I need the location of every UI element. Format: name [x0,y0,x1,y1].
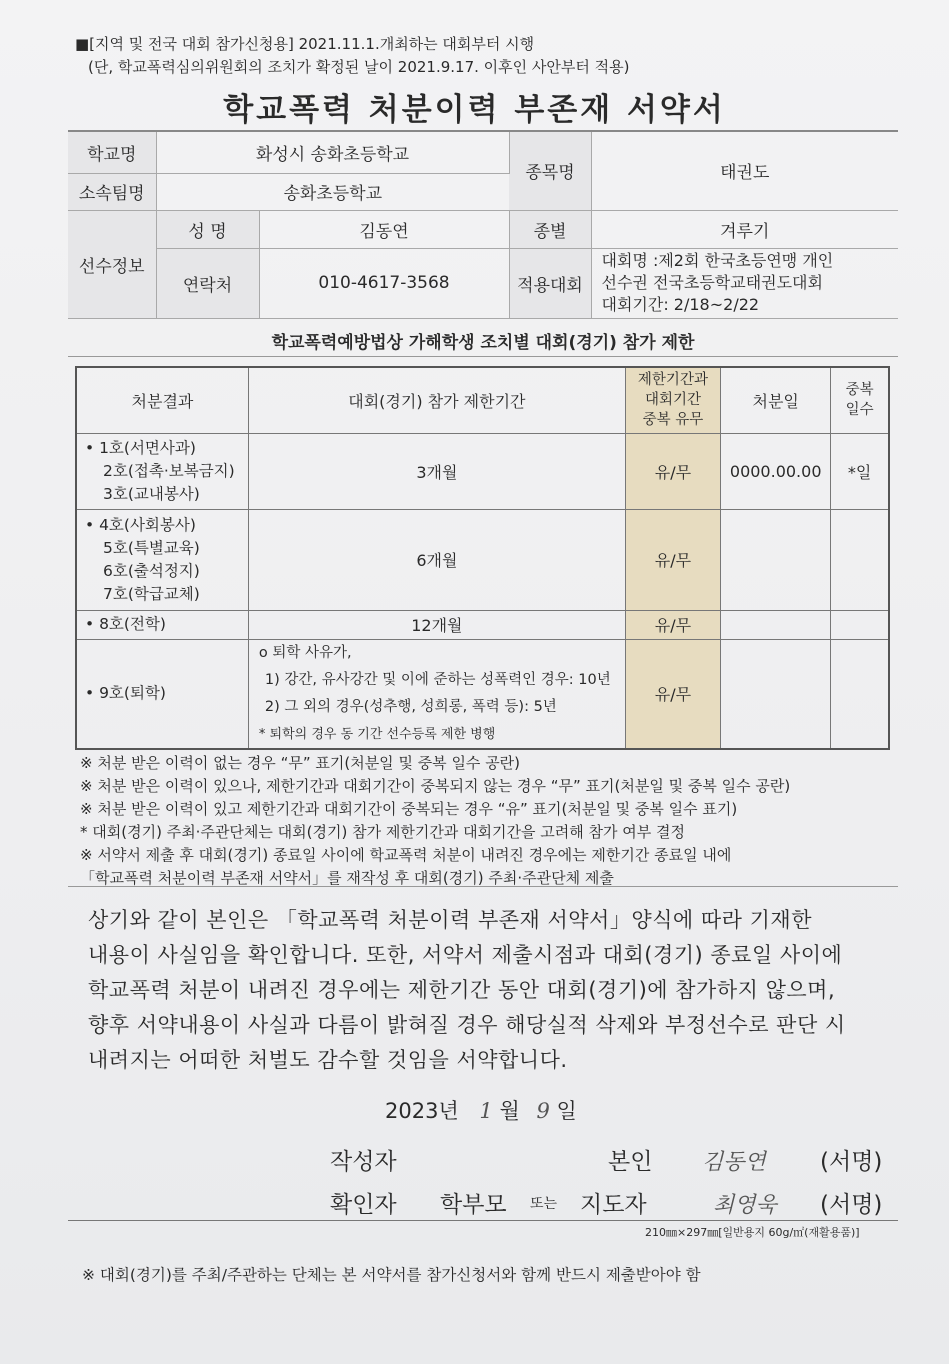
info-table [68,130,898,319]
list-item: 3호(교내봉사) [103,484,200,503]
footer-note: ※ 대회(경기)를 주최/주관하는 단체는 본 서약서를 참가신청서와 함께 반드시 제출받아야 함 [82,1266,701,1284]
table-row [76,639,889,749]
period-line: 1) 강간, 유사강간 및 이에 준하는 성폭력인 경우: 10년 [264,671,611,688]
days-cell: *일 [831,433,889,509]
note-line: ※ 처분 받은 이력이 없는 경우 “무” 표기(처분일 및 중복 일수 공란) [80,754,521,772]
note-line: * 대회(경기) 주최·주관단체는 대회(경기) 참가 제한기간과 대회기간을 고려해 참가 여부 결정 [80,823,686,841]
col-header-date: 처분일 [721,367,831,433]
author-label: 작성자 [330,1149,397,1175]
date-cell [721,610,831,639]
pledge-line: 내용이 사실임을 확인합니다. 또한, 서약서 제출시점과 대회(경기) 종료일 사이에 [88,943,843,967]
list-item: 5호(특별교육) [103,538,200,557]
header-line-1: ■[지역 및 전국 대회 참가신청용] 2021.11.1.개최하는 대회부터 시행 [75,35,535,53]
applied-competition-label: 적용대회 [509,248,591,318]
coach-signature-label: (서명) [820,1192,883,1218]
col-header-period: 대회(경기) 참가 제한기간 [248,367,625,433]
self-signature-label: (서명) [820,1149,883,1175]
date-year: 2023년 [385,1099,459,1123]
days-cell [831,509,889,610]
date-cell [721,639,831,749]
note-line: 「학교폭력 처분이력 부존재 서약서」를 재작성 후 대회(경기) 주최·주관단체 제출 [80,869,614,887]
overlap-header-3: 중복 유무 [642,412,704,429]
days-cell [831,639,889,749]
days-header-1: 중복 [845,382,874,399]
pledge-line: 상기와 같이 본인은 「학교폭력 처분이력 부존재 서약서」양식에 따라 기재한 [88,908,812,932]
list-item: • 1호(서면사과) [85,438,196,457]
overlap-cell: 유/무 [625,610,720,639]
period-line: * 퇴학의 경우 동 기간 선수등록 제한 병행 [258,726,496,742]
result-cell: • 9호(퇴학) [76,639,248,749]
note-line: ※ 처분 받은 이력이 있으나, 제한기간과 대회기간이 중복되지 않는 경우 “무” 표기(처분일 및 중복 일수 공란) [80,777,791,795]
pledge-line: 향후 서약내용이 사실과 다름이 밝혀질 경우 해당실적 삭제와 부정선수로 판단 시 [88,1013,846,1037]
header-line-2: (단, 학교폭력심의위원회의 조치가 확정된 날이 2021.9.17. 이후인 사안부터 적용) [88,58,630,76]
or-label: 또는 [530,1196,558,1212]
contact-label: 연락처 [156,248,259,318]
overlap-header-1: 제한기간과 [637,372,708,389]
date-month-label: 월 [499,1099,520,1123]
date-cell: 0000.00.00 [721,433,831,509]
confirmer-label: 확인자 [330,1192,397,1218]
note-line: ※ 처분 받은 이력이 있고 제한기간과 대회기간이 중복되는 경우 “유” 표기(처분일 및 중복 일수 표기) [80,800,738,818]
subtitle-divider [68,356,898,357]
period-cell: 3개월 [248,433,625,509]
confirmer-signature-row [330,1186,883,1219]
overlap-header-2: 대회기간 [644,392,701,409]
applied-line-1: 대회명 :제2회 한국초등연맹 개인 [601,251,834,270]
name-label: 성 명 [156,210,259,248]
category-label: 종별 [509,210,591,248]
paper-spec: 210㎜×297㎜[일반용지 60g/㎡(재활용품)] [645,1226,860,1239]
date-cell [721,509,831,610]
parent-label: 학부모 [440,1192,507,1218]
applied-competition-value [591,248,898,318]
category-value: 겨루기 [591,210,898,248]
table-row [76,433,889,509]
team-label: 소속팀명 [68,173,156,210]
restriction-subtitle: 학교폭력예방법상 가해학생 조치별 대회(경기) 참가 제한 [271,333,695,353]
contact-value: 010-4617-3568 [259,248,509,318]
overlap-cell: 유/무 [625,433,720,509]
pledge-text [88,903,888,1078]
result-cell [76,433,248,509]
pledge-date [385,1095,577,1125]
document-title: 학교폭력 처분이력 부존재 서약서 [223,92,726,128]
applied-line-3: 대회기간: 2/18~2/22 [601,295,760,314]
author-signature-row [330,1143,883,1176]
period-cell: 6개월 [248,509,625,610]
notes-divider [68,886,898,887]
school-value: 화성시 송화초등학교 [156,131,509,173]
team-value: 송화초등학교 [156,173,509,210]
period-cell: 12개월 [248,610,625,639]
table-row [76,509,889,610]
self-name-handwritten: 김동연 [702,1150,766,1175]
overlap-cell: 유/무 [625,639,720,749]
applied-line-2: 선수권 전국초등학교태권도대회 [601,273,823,292]
list-item: 6호(출석정지) [103,561,200,580]
self-label: 본인 [608,1149,653,1175]
result-cell: • 8호(전학) [76,610,248,639]
event-label: 종목명 [509,131,591,210]
col-header-days [831,367,889,433]
date-day-handwritten: 9 [536,1099,550,1123]
school-label: 학교명 [68,131,156,173]
date-month-handwritten: 1 [479,1099,493,1123]
pledge-line: 내려지는 어떠한 처벌도 감수할 것임을 서약합니다. [88,1048,568,1072]
name-value: 김동연 [259,210,509,248]
period-line: 2) 그 외의 경우(성추행, 성희롱, 폭력 등): 5년 [264,698,557,715]
player-info-label: 선수정보 [68,210,156,318]
table-row [76,610,889,639]
penalty-table [75,366,890,750]
signature-divider [68,1220,898,1221]
event-value: 태권도 [591,131,898,210]
days-cell [831,610,889,639]
col-header-overlap [625,367,720,433]
date-day-label: 일 [556,1099,577,1123]
list-item: • 4호(사회봉사) [85,515,196,534]
period-line: o 퇴학 사유가, [258,644,352,661]
list-item: 2호(접촉·보복금지) [103,461,235,480]
coach-name-handwritten: 최영욱 [713,1193,777,1218]
note-line: ※ 서약서 제출 후 대회(경기) 종료일 사이에 학교폭력 처분이 내려진 경우에는 제한기간 종료일 내에 [80,846,732,864]
col-header-result: 처분결과 [76,367,248,433]
period-cell [248,639,625,749]
coach-label: 지도자 [580,1192,647,1218]
pledge-line: 학교폭력 처분이 내려진 경우에는 제한기간 동안 대회(경기)에 참가하지 않으며, [88,978,836,1002]
result-cell [76,509,248,610]
notes-block [80,752,790,890]
overlap-cell: 유/무 [625,509,720,610]
list-item: 7호(학급교체) [103,584,200,603]
days-header-2: 일수 [845,402,874,419]
